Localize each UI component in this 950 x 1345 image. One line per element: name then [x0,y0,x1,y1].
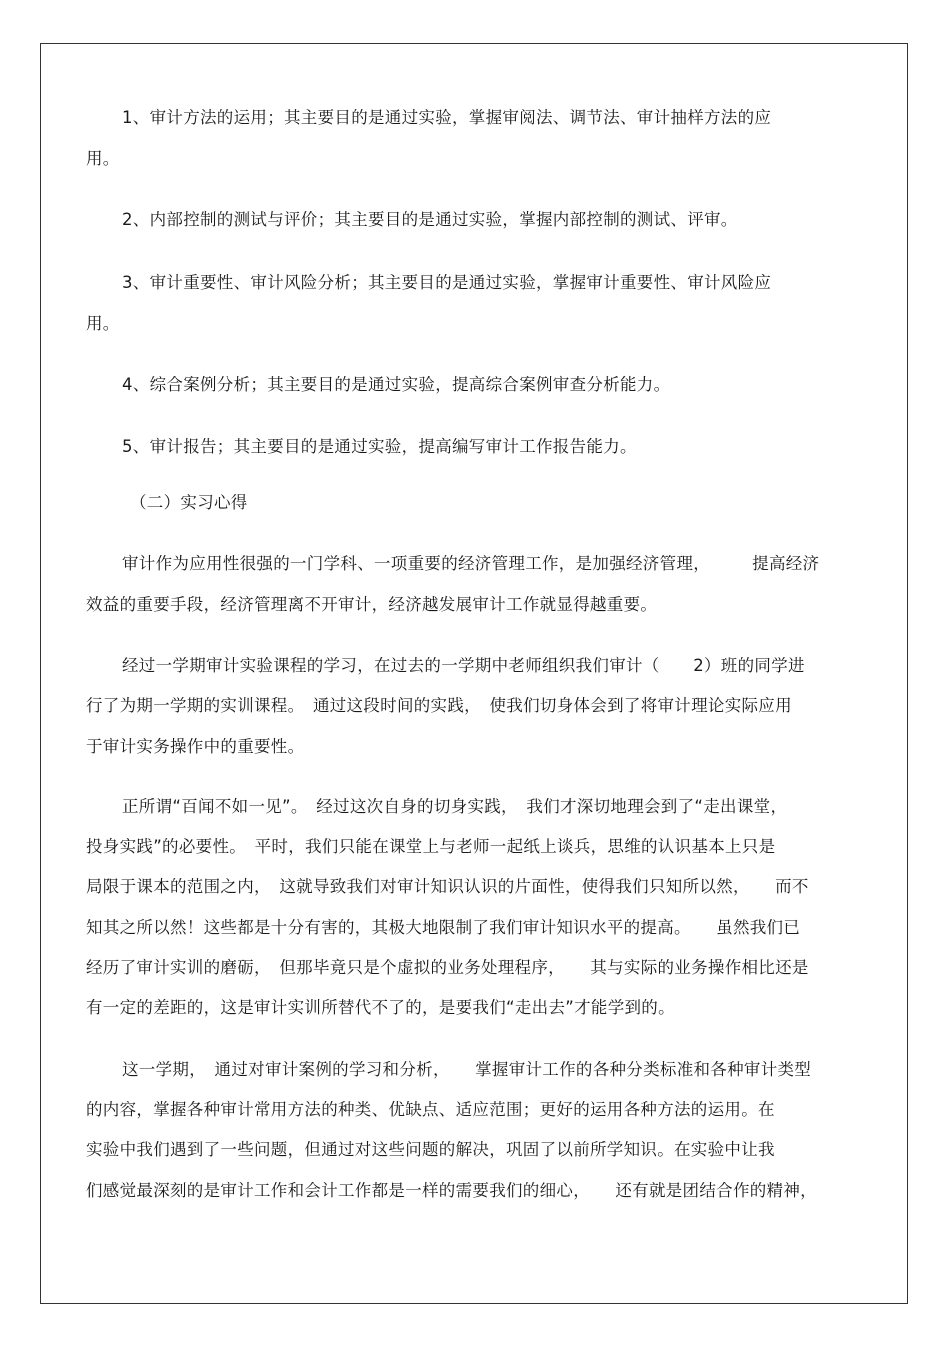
paragraph-2-line-2: 行了为期一学期的实训课程。 通过这段时间的实践， 使我们切身体会到了将审计理论实际应用 [86,696,792,715]
paragraph-3-line-5: 经历了审计实训的磨砺， 但那毕竟只是个虚拟的业务处理程序， 其与实际的业务操作相比还是 [86,958,809,977]
paragraph-3-line-6: 有一定的差距的，这是审计实训所替代不了的，是要我们“走出去”才能学到的。 [86,998,675,1017]
paragraph-4-line-4: 们感觉最深刻的是审计工作和会计工作都是一样的需要我们的细心， 还有就是团结合作的精神， [86,1181,817,1200]
paragraph-4-line-2: 的内容，掌握各种审计常用方法的种类、优缺点、适应范围；更好的运用各种方法的运用。在 [86,1100,775,1119]
list-item-4: 4、综合案例分析；其主要目的是通过实验，提高综合案例审查分析能力。 [122,375,671,394]
list-item-2: 2、内部控制的测试与评价；其主要目的是通过实验，掌握内部控制的测试、评审。 [122,210,738,229]
paragraph-2-line-3: 于审计实务操作中的重要性。 [86,737,305,756]
list-item-5: 5、审计报告；其主要目的是通过实验，提高编写审计工作报告能力。 [122,437,637,456]
paragraph-3-line-1: 正所谓“百闻不如一见”。 经过这次自身的切身实践， 我们才深切地理会到了“走出课堂， [122,797,788,816]
paragraph-4-line-1: 这一学期， 通过对审计案例的学习和分析， 掌握审计工作的各种分类标准和各种审计类型 [122,1060,812,1079]
section-heading: （二）实习心得 [130,493,248,512]
list-item-3-cont: 用。 [86,314,120,333]
paragraph-3-line-3: 局限于课本的范围之内， 这就导致我们对审计知识认识的片面性，使得我们只知所以然， 而不 [86,877,809,896]
list-item-1: 1、审计方法的运用；其主要目的是通过实验，掌握审阅法、调节法、审计抽样方法的应 [122,108,772,127]
paragraph-1-line-1: 审计作为应用性很强的一门学科、一项重要的经济管理工作，是加强经济管理， 提高经济 [122,554,820,573]
list-item-3: 3、审计重要性、审计风险分析；其主要目的是通过实验，掌握审计重要性、审计风险应 [122,273,772,292]
paragraph-3-line-2: 投身实践”的必要性。 平时，我们只能在课堂上与老师一起纸上谈兵，思维的认识基本上只是 [86,837,776,856]
paragraph-1-line-2: 效益的重要手段，经济管理离不开审计，经济越发展审计工作就显得越重要。 [86,595,658,614]
list-item-1-cont: 用。 [86,149,120,168]
paragraph-2-line-1: 经过一学期审计实验课程的学习，在过去的一学期中老师组织我们审计（ 2）班的同学进 [122,656,805,675]
paragraph-4-line-3: 实验中我们遇到了一些问题，但通过对这些问题的解决，巩固了以前所学知识。在实验中让我 [86,1140,775,1159]
paragraph-3-line-4: 知其之所以然！这些都是十分有害的，其极大地限制了我们审计知识水平的提高。 虽然我们已 [86,918,801,937]
